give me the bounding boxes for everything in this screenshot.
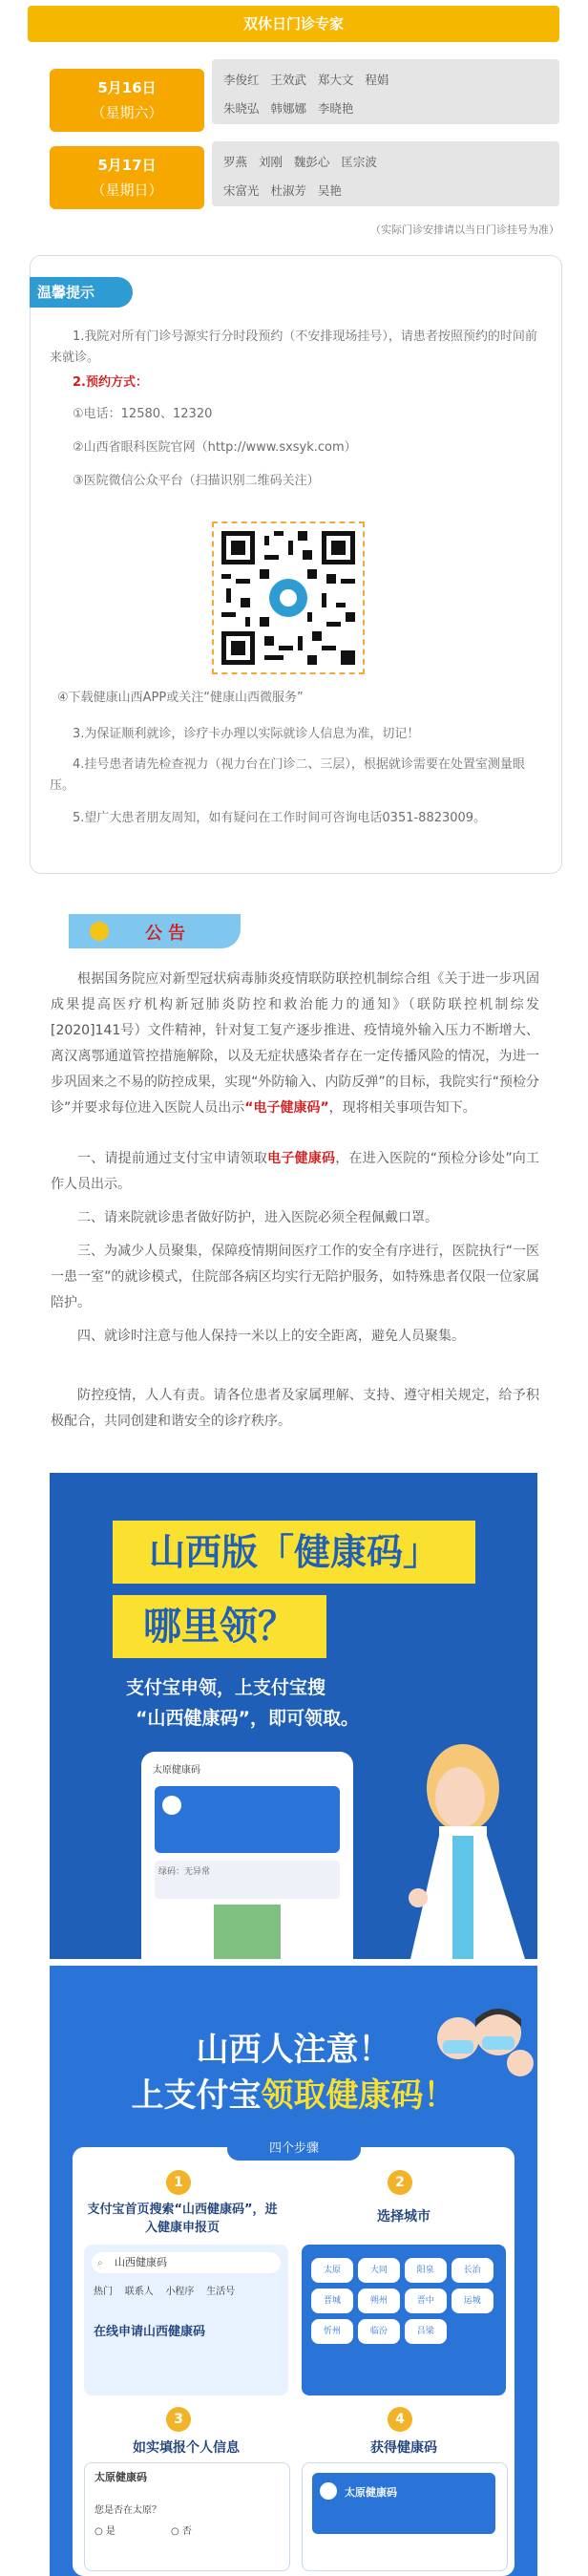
health-code-card — [312, 2473, 495, 2534]
weekday-label: （星期日） — [91, 181, 163, 199]
search-input[interactable]: 山西健康码 — [92, 2252, 281, 2273]
date-pill-day1 — [50, 69, 204, 132]
doctor-name: 魏彭心 — [293, 155, 330, 169]
poster-headline-2: 哪里领？ — [113, 1595, 326, 1658]
para-text: 根据国务院应对新型冠状病毒肺炎疫情联防联控机制综合组《关于进一步巩固成果提高医疗机构新冠肺炎防控和救治能力的通知》（联防联控机制综发[2020]141号）文件精神，针对复工复产逐步推进、疫情境外输入压力不断增大、离汉离鄂通道管控措施解除，以及无症状感染者存在一定传播风险的情况，为进一步巩固来之不易的防控成果，实现“外防输入、内防反弹”的目标，我院实行“预检分诊”并要求每位进入医院人员出示 — [51, 971, 539, 1116]
date-pill-day2 — [50, 146, 204, 209]
step-4-screen — [302, 2462, 508, 2571]
doctor-name: 匡宗波 — [341, 155, 377, 169]
health-code-highlight: 电子健康码 — [267, 1151, 336, 1166]
city-option[interactable]: 晋城 — [311, 2289, 353, 2313]
doctor-name: 郑大文 — [317, 73, 354, 87]
wechat-qr-code[interactable] — [212, 522, 365, 674]
step-2-label: 选择城市 — [377, 2209, 430, 2225]
doctor-name: 李晓艳 — [317, 101, 354, 116]
doctor-illustration-icon — [372, 1731, 535, 1959]
announcement-dot-icon — [90, 922, 109, 941]
notice-item-5: 5.望广大患者朋友周知，如有疑问在工作时间可咨询电话0351-8823009。 — [73, 811, 487, 825]
city-option[interactable]: 晋中 — [405, 2289, 447, 2313]
health-code-poster-2 — [50, 1966, 537, 2576]
doctor-name: 吴艳 — [317, 183, 342, 198]
step-3-screen — [84, 2462, 290, 2571]
radio-label: 否 — [181, 2526, 192, 2537]
search-icon: ⌕ — [97, 2258, 103, 2268]
doctor-name: 朱晓弘 — [223, 101, 260, 116]
announcement-paragraph-4: 三、为减少人员聚集，保障疫情期间医疗工作的安全有序进行，医院执行“一医一患一室”的就诊模式，住院部各病区均实行无陪护服务，如特殊患者仅限一位家属陪护。 — [51, 1244, 539, 1310]
step-number: 2 — [388, 2170, 412, 2195]
para-text: ，在进入医院的“预检分诊处”向工作人员出示。 — [51, 1151, 540, 1192]
notice-website-link[interactable]: ②山西省眼科医院官网（http://www.sxsyk.com） — [73, 440, 357, 455]
tab-life-accounts[interactable]: 生活号 — [206, 2287, 236, 2297]
doctor-list-day2 — [212, 141, 559, 206]
doctor-name: 李俊红 — [223, 73, 260, 87]
notice-phone: ①电话：12580、12320 — [73, 407, 213, 421]
step-1-screen — [84, 2245, 288, 2395]
form-title: 太原健康码 — [94, 2471, 147, 2483]
city-option[interactable]: 太原 — [311, 2258, 353, 2283]
health-code-card — [155, 1786, 340, 1853]
qr-code-icon — [221, 531, 355, 665]
notice-tag: 温馨提示 — [30, 277, 133, 308]
poster-subline-1: 支付宝申领，上支付宝搜 — [126, 1677, 326, 1698]
announcement-title: 公告 — [145, 924, 191, 944]
schedule-note: （实际门诊安排请以当日门诊挂号为准） — [370, 224, 559, 236]
doctor-name: 刘刚 — [258, 155, 283, 169]
step-2-screen — [302, 2245, 506, 2395]
doctor-name: 杜淑芳 — [270, 183, 306, 198]
city-option[interactable]: 阳泉 — [405, 2258, 447, 2283]
doctor-name: 罗燕 — [223, 155, 248, 169]
para-text: 一、请提前通过支付宝申请领取 — [77, 1151, 268, 1166]
date-label: 5月17日 — [97, 157, 157, 174]
step-number: 4 — [388, 2407, 412, 2432]
schedule-title: 双休日门诊专家 — [242, 15, 344, 32]
family-masks-icon — [430, 1998, 535, 2084]
city-option[interactable]: 运城 — [452, 2289, 494, 2313]
health-code-poster-1 — [50, 1473, 537, 1959]
phone-title: 太原健康码 — [153, 1765, 200, 1776]
search-tabs — [94, 2283, 284, 2297]
announcement-paragraph-3: 二、请来院就诊患者做好防护，进入医院必须全程佩戴口罩。 — [77, 1210, 438, 1225]
announcement-paragraph-5: 四、就诊时注意与他人保持一米以上的安全距离，避免人员聚集。 — [77, 1329, 465, 1344]
notice-item-2-title: 2.预约方式： — [73, 375, 148, 390]
notice-wechat: ③医院微信公众平台（扫描识别二维码关注） — [73, 474, 320, 488]
city-option[interactable]: 临汾 — [358, 2319, 400, 2344]
doctor-list-day1 — [212, 59, 559, 124]
step-1-label: 支付宝首页搜索“山西健康码”，进入健康申报页 — [87, 2203, 278, 2235]
schedule-banner — [28, 6, 559, 42]
steps-badge: 四个步骤 — [227, 2138, 361, 2161]
tab-hot[interactable]: 热门 — [94, 2287, 113, 2297]
doctor-name: 程娟 — [365, 73, 389, 87]
announcement-paragraph-1 — [51, 967, 539, 1121]
form-radio-yes[interactable]: ○ 是 — [94, 2526, 116, 2537]
green-code-icon — [214, 1905, 281, 1959]
notice-item-3: 3.为保证顺利就诊，诊疗卡办理以实际就诊人信息为准，切记！ — [73, 727, 420, 741]
tab-contacts[interactable]: 联系人 — [124, 2287, 154, 2297]
date-label: 5月16日 — [97, 79, 157, 96]
code-description: 绿码：无异常 — [155, 1861, 340, 1899]
code-title: 太原健康码 — [345, 2486, 397, 2499]
tab-mini-programs[interactable]: 小程序 — [165, 2287, 195, 2297]
form-radio-no[interactable]: ○ 否 — [171, 2526, 192, 2537]
para-text: ，现将相关事项告知下。 — [328, 1100, 476, 1116]
notice-card — [30, 255, 562, 874]
apply-link[interactable]: 在线申请山西健康码 — [94, 2325, 206, 2339]
city-option[interactable]: 忻州 — [311, 2319, 353, 2344]
step-number: 3 — [166, 2407, 191, 2432]
doctor-name: 韩娜娜 — [270, 101, 306, 116]
form-question: 您是否在太原？ — [94, 2505, 161, 2516]
city-option[interactable]: 朔州 — [358, 2289, 400, 2313]
doctor-name: 王效武 — [270, 73, 306, 87]
city-option[interactable]: 吕梁 — [405, 2319, 447, 2344]
notice-item-4: 4.挂号患者请先检查视力（视力台在门诊二、三层），根据就诊需要在处置室测量眼压。 — [50, 757, 525, 793]
poster-headline-1: 山西版「健康码」 — [113, 1521, 475, 1584]
poster2-headline-1: 山西人注意！ — [196, 2031, 391, 2069]
health-code-highlight: “电子健康码” — [244, 1100, 329, 1116]
poster2-headline-highlight: 领取健康码！ — [261, 2076, 456, 2115]
poster-subline-2: “山西健康码”，即可领取。 — [136, 1708, 359, 1729]
poster2-headline-part: 上支付宝 — [131, 2076, 262, 2115]
doctor-name: 宋富光 — [223, 183, 260, 198]
city-option[interactable]: 长治 — [452, 2258, 494, 2283]
step-4-label: 获得健康码 — [370, 2440, 437, 2456]
shield-icon — [162, 1796, 181, 1815]
announcement-paragraph-6: 防控疫情，人人有责。请各位患者及家属理解、支持、遵守相关规定，给予积极配合，共同创建和谐安全的诊疗秩序。 — [51, 1388, 539, 1429]
phone-mockup — [141, 1752, 353, 1959]
step-number: 1 — [166, 2170, 191, 2195]
notice-app-download: ④下载健康山西APP或关注“健康山西微服务” — [57, 691, 304, 705]
notice-item-1: 1.我院对所有门诊号源实行分时段预约（不安排现场挂号），请患者按照预约的时间前来就诊。 — [50, 330, 537, 365]
announcement-paragraph-2 — [51, 1146, 539, 1198]
shield-icon — [320, 2482, 337, 2500]
radio-label: 是 — [105, 2526, 116, 2537]
step-3-label: 如实填报个人信息 — [133, 2440, 240, 2456]
city-option[interactable]: 大同 — [358, 2258, 400, 2283]
city-grid — [311, 2258, 496, 2350]
weekday-label: （星期六） — [91, 104, 163, 121]
